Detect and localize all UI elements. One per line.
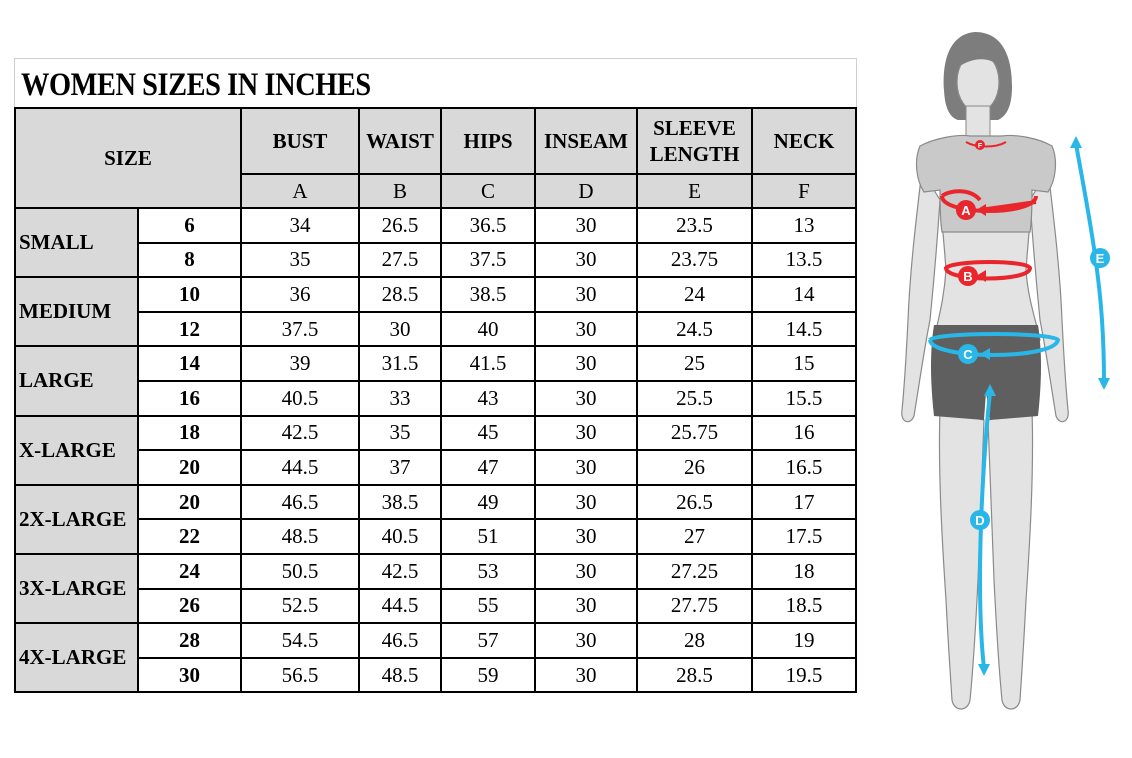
size-number: 8 <box>138 243 241 278</box>
sleeve-length-value: 24 <box>637 277 752 312</box>
waist-value: 30 <box>359 312 441 347</box>
size-number: 30 <box>138 658 241 693</box>
sleeve-length-value: 27 <box>637 519 752 554</box>
size-number: 12 <box>138 312 241 347</box>
inseam-value: 30 <box>535 589 637 624</box>
neck-value: 17 <box>752 485 856 520</box>
waist-value: 46.5 <box>359 623 441 658</box>
right-leg <box>988 410 1033 709</box>
size-chart <box>14 58 857 696</box>
hips-value: 47 <box>441 450 535 485</box>
sleeve-length-value: 26 <box>637 450 752 485</box>
hips-header: HIPS <box>441 108 535 174</box>
bust-value: 39 <box>241 346 359 381</box>
bust-value: 40.5 <box>241 381 359 416</box>
inseam-value: 30 <box>535 312 637 347</box>
inseam-value: 30 <box>535 554 637 589</box>
left-leg <box>939 410 984 709</box>
bust-value: 48.5 <box>241 519 359 554</box>
sleeve-length-header <box>637 108 752 174</box>
marker-c-label: C <box>963 347 973 362</box>
size-header: SIZE <box>15 108 241 208</box>
size-category: SMALL <box>15 208 138 277</box>
table-row <box>15 416 856 451</box>
bust-value: 36 <box>241 277 359 312</box>
table-row <box>15 277 856 312</box>
waist-value: 35 <box>359 416 441 451</box>
size-category: MEDIUM <box>15 277 138 346</box>
table-row <box>15 658 856 693</box>
sleeve-header-line2: LENGTH <box>649 142 740 166</box>
chart-title: WOMEN SIZES IN INCHES <box>21 67 371 103</box>
inseam-value: 30 <box>535 243 637 278</box>
bust-value: 46.5 <box>241 485 359 520</box>
waist-letter: B <box>359 174 441 208</box>
neck-value: 18 <box>752 554 856 589</box>
neck-value: 15 <box>752 346 856 381</box>
size-number: 20 <box>138 485 241 520</box>
inseam-header: INSEAM <box>535 108 637 174</box>
neck-value: 14.5 <box>752 312 856 347</box>
marker-a-label: A <box>961 203 971 218</box>
neck-value: 18.5 <box>752 589 856 624</box>
sleeve-length-value: 24.5 <box>637 312 752 347</box>
hips-value: 45 <box>441 416 535 451</box>
hips-value: 57 <box>441 623 535 658</box>
sleeve-length-value: 27.25 <box>637 554 752 589</box>
marker-d-label: D <box>975 513 985 528</box>
size-category: X-LARGE <box>15 416 138 485</box>
size-number: 10 <box>138 277 241 312</box>
waist-value: 48.5 <box>359 658 441 693</box>
table-row <box>15 208 856 243</box>
bust-value: 37.5 <box>241 312 359 347</box>
bust-value: 42.5 <box>241 416 359 451</box>
table-row <box>15 243 856 278</box>
waist-value: 27.5 <box>359 243 441 278</box>
neck-value: 19 <box>752 623 856 658</box>
bust-header: BUST <box>241 108 359 174</box>
title-bar <box>14 58 857 108</box>
table-row <box>15 519 856 554</box>
sleeve-arrowhead-top <box>1070 136 1082 148</box>
bust-letter: A <box>241 174 359 208</box>
table-row <box>15 450 856 485</box>
bust-value: 50.5 <box>241 554 359 589</box>
hips-value: 41.5 <box>441 346 535 381</box>
size-category: 3X-LARGE <box>15 554 138 623</box>
inseam-letter: D <box>535 174 637 208</box>
sleeve-length-value: 25.75 <box>637 416 752 451</box>
marker-b-label: B <box>963 269 973 284</box>
waist-value: 38.5 <box>359 485 441 520</box>
sleeve-length-value: 28.5 <box>637 658 752 693</box>
sleeve-length-value: 23.75 <box>637 243 752 278</box>
bust-value: 52.5 <box>241 589 359 624</box>
waist-value: 26.5 <box>359 208 441 243</box>
size-number: 6 <box>138 208 241 243</box>
hips-value: 40 <box>441 312 535 347</box>
size-number: 16 <box>138 381 241 416</box>
size-category: LARGE <box>15 346 138 415</box>
bust-value: 44.5 <box>241 450 359 485</box>
inseam-value: 30 <box>535 381 637 416</box>
neck-value: 15.5 <box>752 381 856 416</box>
inseam-value: 30 <box>535 416 637 451</box>
sleeve-length-value: 23.5 <box>637 208 752 243</box>
bust-value: 34 <box>241 208 359 243</box>
waist-value: 33 <box>359 381 441 416</box>
size-number: 26 <box>138 589 241 624</box>
neck-shape <box>966 106 990 136</box>
hips-value: 51 <box>441 519 535 554</box>
hips-value: 55 <box>441 589 535 624</box>
inseam-value: 30 <box>535 519 637 554</box>
hips-value: 43 <box>441 381 535 416</box>
bust-value: 56.5 <box>241 658 359 693</box>
size-number: 14 <box>138 346 241 381</box>
sleeve-arrowhead-bottom <box>1098 378 1110 390</box>
hips-value: 36.5 <box>441 208 535 243</box>
size-category: 2X-LARGE <box>15 485 138 554</box>
marker-e-label: E <box>1095 251 1105 266</box>
inseam-value: 30 <box>535 450 637 485</box>
neck-value: 14 <box>752 277 856 312</box>
body-measurement-figure <box>880 20 1130 720</box>
bust-value: 54.5 <box>241 623 359 658</box>
inseam-value: 30 <box>535 277 637 312</box>
size-number: 18 <box>138 416 241 451</box>
sleeve-length-value: 26.5 <box>637 485 752 520</box>
neck-value: 16 <box>752 416 856 451</box>
table-row <box>15 554 856 589</box>
hips-value: 59 <box>441 658 535 693</box>
hips-value: 49 <box>441 485 535 520</box>
neck-value: 13.5 <box>752 243 856 278</box>
table-row <box>15 623 856 658</box>
size-table <box>14 107 857 693</box>
waist-header: WAIST <box>359 108 441 174</box>
table-row <box>15 485 856 520</box>
hips-letter: C <box>441 174 535 208</box>
inseam-arrowhead-bottom <box>978 664 990 676</box>
neck-value: 13 <box>752 208 856 243</box>
waist-value: 40.5 <box>359 519 441 554</box>
size-number: 20 <box>138 450 241 485</box>
table-row <box>15 312 856 347</box>
waist-value: 37 <box>359 450 441 485</box>
inseam-value: 30 <box>535 346 637 381</box>
size-number: 24 <box>138 554 241 589</box>
waist-value: 28.5 <box>359 277 441 312</box>
waist-value: 42.5 <box>359 554 441 589</box>
neck-header: NECK <box>752 108 856 174</box>
hips-value: 37.5 <box>441 243 535 278</box>
shorts <box>931 325 1041 420</box>
neck-value: 16.5 <box>752 450 856 485</box>
sleeve-length-letter: E <box>637 174 752 208</box>
sleeve-header-line1: SLEEVE <box>653 116 736 140</box>
hips-value: 53 <box>441 554 535 589</box>
sleeve-length-value: 25 <box>637 346 752 381</box>
sleeve-length-value: 25.5 <box>637 381 752 416</box>
neck-letter: F <box>752 174 856 208</box>
hips-value: 38.5 <box>441 277 535 312</box>
neck-value: 19.5 <box>752 658 856 693</box>
table-row <box>15 589 856 624</box>
neck-value: 17.5 <box>752 519 856 554</box>
inseam-value: 30 <box>535 623 637 658</box>
bust-value: 35 <box>241 243 359 278</box>
sleeve-length-value: 27.75 <box>637 589 752 624</box>
table-row <box>15 346 856 381</box>
sleeve-length-value: 28 <box>637 623 752 658</box>
waist-value: 31.5 <box>359 346 441 381</box>
size-number: 28 <box>138 623 241 658</box>
inseam-value: 30 <box>535 208 637 243</box>
waist-value: 44.5 <box>359 589 441 624</box>
table-row <box>15 381 856 416</box>
inseam-value: 30 <box>535 485 637 520</box>
size-category: 4X-LARGE <box>15 623 138 692</box>
marker-f-label: F <box>977 143 983 150</box>
size-number: 22 <box>138 519 241 554</box>
inseam-value: 30 <box>535 658 637 693</box>
